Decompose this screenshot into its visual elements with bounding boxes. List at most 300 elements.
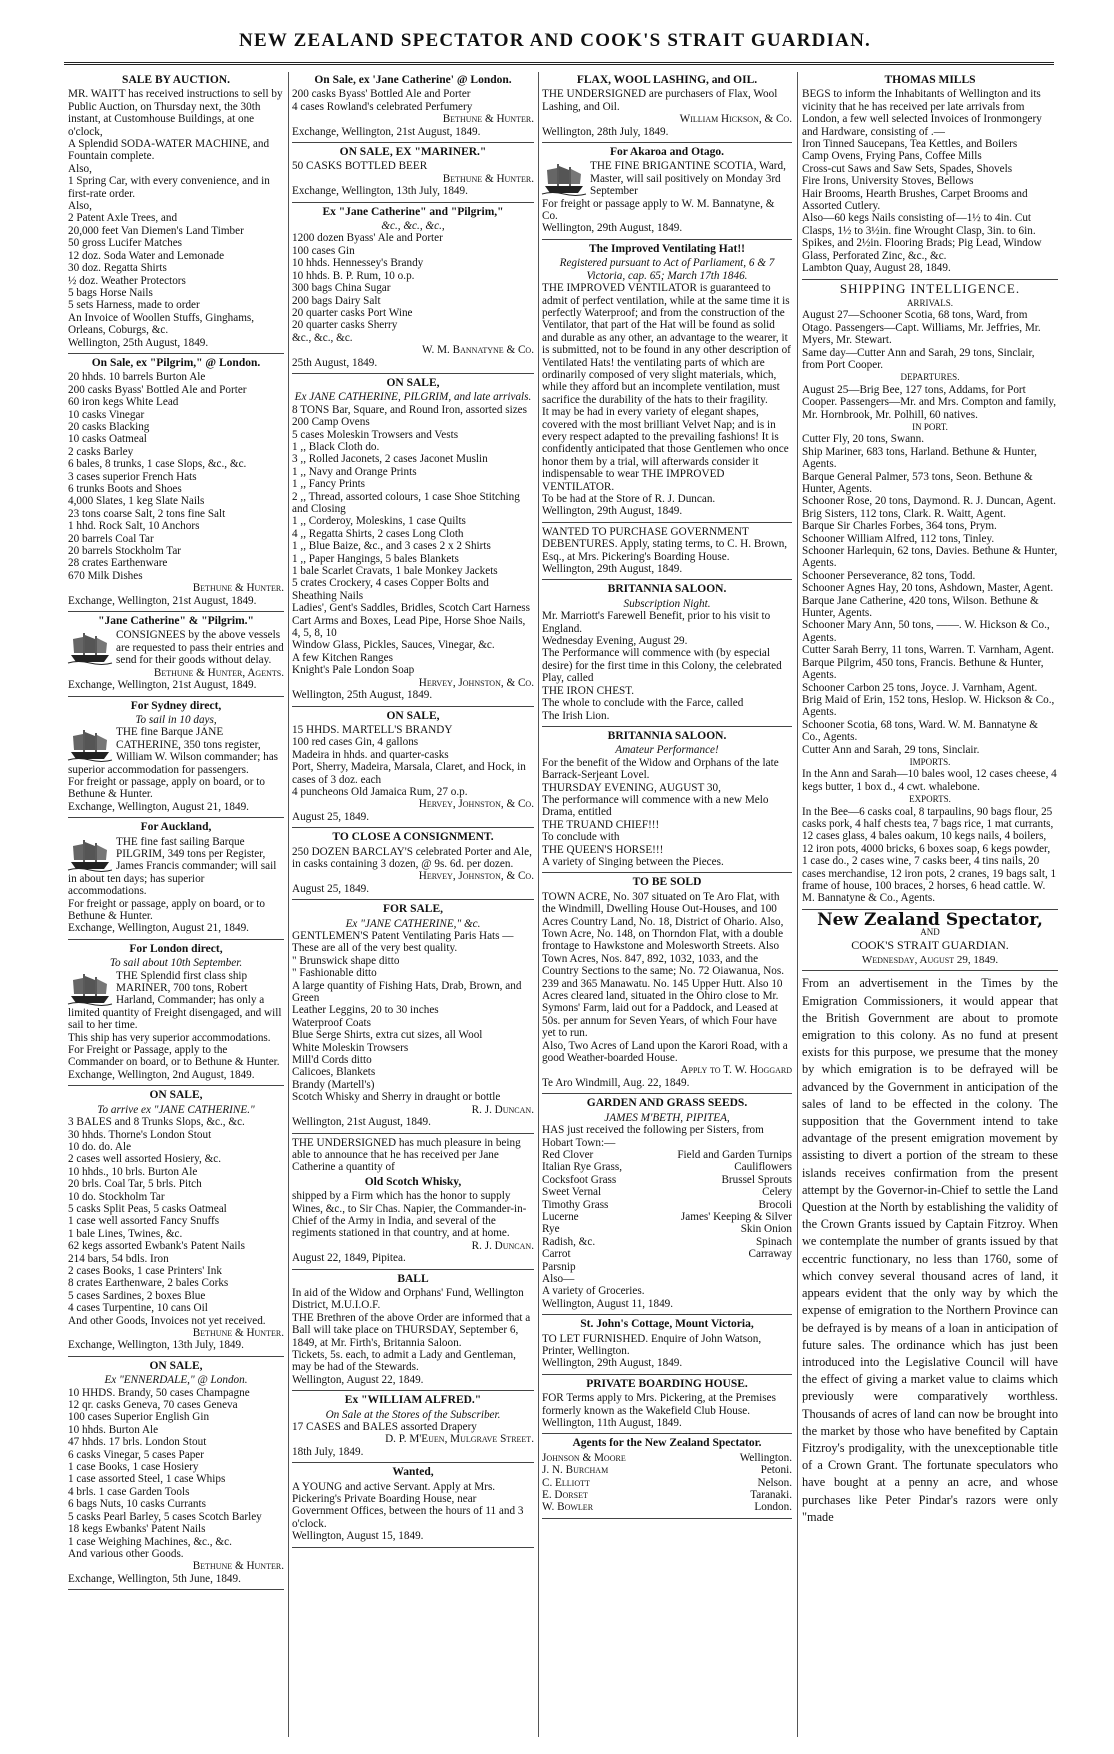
agent-row — [542, 1489, 792, 1501]
ad-title: Agents for the New Zealand Spectator. — [572, 1437, 762, 1450]
ad-line: HAS just received the following per Sisters, from Hobart Town:— — [542, 1124, 767, 1149]
ship-woodcut-icon — [542, 160, 586, 196]
ad-section — [542, 1378, 792, 1435]
ad-line: 1 ,, Black Cloth do. — [292, 440, 380, 453]
ad-line: Also, — [68, 200, 92, 213]
ad-section — [292, 1466, 534, 1547]
ad-line: GENTLEMEN'S Patent Ventilating Paris Hats — These are all of the very best quality. — [292, 930, 517, 955]
ad-line: Bethune & Hunter. — [442, 172, 534, 185]
ad-thomas-mills — [802, 74, 1058, 280]
ad-line: 30 doz. Regatta Shirts — [68, 262, 167, 275]
ad-subtitle: &c., &c., &c., — [381, 220, 445, 233]
ad-line: Bethune & Hunter. — [442, 113, 534, 126]
column-4 — [802, 72, 1058, 1737]
ad-line: 200 Camp Ovens — [292, 416, 370, 429]
ad-line: 1 ,, Navy and Orange Prints — [292, 465, 417, 478]
ad-line: 100 cases Gin — [292, 244, 355, 257]
ship-woodcut-icon — [68, 970, 112, 1006]
list-line: Schooner William Alfred, 112 tons, Tinley. — [802, 532, 995, 545]
ad-line: Wellington, 11th August, 1849. — [542, 1417, 682, 1430]
ad-line: Hervey, Johnston, & Co. — [418, 870, 534, 883]
ad-line: THE Splendid first class ship MARINER, 700 tons, Robert Harland, Commander; has only a limited quantity of Freight disengaged, and will sail to her time. — [68, 969, 285, 1032]
list-line: Schooner Perseverance, 82 tons, Todd. — [802, 569, 976, 582]
ad-line: An Invoice of Woollen Stuffs, Ginghams, Orleans, Coburgs, &c. — [68, 311, 257, 337]
list-line: Camp Ovens, Frying Pans, Coffee Mills — [802, 150, 982, 163]
ad-line: WANTED TO PURCHASE GOVERNMENT DEBENTURES. Apply, stating terms, to C. H. Brown, Esq., at Mrs. Pickering's Boarding House. — [542, 525, 790, 563]
ad-line: Exchange, Wellington, 2nd August, 1849. — [68, 1068, 255, 1081]
editorial-text: From an advertisement in the Times by the Emigration Commissioners, it would appear that the British Government are about to promote emigration to this colony. As no fund at present exists for this purpose, we presume that the money by which emigration is to be defrayed will be advanced by the Government in anticipation of the sales of land to be effected in the colony. The supposition that the Government intend to take advantage of the present emigration movement by assisting to divert a portion of the stream to these islands receives confirmation from the present attempt by the Governor-in-Chief to settle the Land Question at the North by establishing the validity of the Crown Grants issued by Captain Fitzroy. When we contemplate the number of grants issued by that eccentric functionary, no less than 1760, some of which convey several thousand acres of land, it appears evident that the only way by which the expense of emigration to the Northern Province can be defrayed is by means of a loan in anticipation of future sales. The ordinance which has just been introduced into the Legislative Council will have the effect of giving a market value to claims which previously were comparatively worthless. Thousands of acres of land can now be brought into the market by those who have benefited by Captain Fitzroy's prodigality, with the unexceptionable title of a Crown Grant. The fortunate speculators who have bought at a penny an acre, and whose purchases like Peter Pindar's razors were only "made — [802, 976, 1058, 1524]
ad-line: Hervey, Johnston, & Co. — [418, 676, 534, 689]
ad-line: Wellington, 29th August, 1849. — [542, 222, 683, 235]
seed-left: Radish, &c. — [542, 1235, 596, 1248]
ad-line: 20 barrels Stockholm Tar — [68, 545, 182, 558]
list-line: Barque Jane Catherine, 420 tons, Wilson. Bethune & Hunter, Agents. — [802, 594, 1042, 620]
ad-title: "Jane Catherine" & "Pilgrim." — [98, 615, 254, 628]
ad-line: 6 trunks Boots and Shoes — [68, 483, 182, 495]
seed-left: Rye — [542, 1223, 560, 1236]
ad-title: GARDEN AND GRASS SEEDS. — [586, 1097, 748, 1110]
editorial-masthead: New Zealand Spectator, — [817, 909, 1043, 930]
column-divider — [288, 72, 289, 1737]
ad-line: 6 bags Nuts, 10 casks Currants — [68, 1498, 206, 1511]
seed-right: Brocoli — [758, 1198, 792, 1211]
ad-line: 214 bars, 54 bdls. Iron — [68, 1252, 169, 1265]
ad-line: Exchange, Wellington, 21st August, 1849. — [292, 125, 481, 138]
inport-heading: IN PORT. — [912, 421, 948, 432]
ad-line: Exchange, Wellington, 21st August, 1849. — [68, 679, 257, 692]
seed-left: Cocksfoot Grass — [542, 1173, 617, 1186]
ad-line: Window Glass, Pickles, Sauces, Vinegar, &c. — [292, 639, 495, 652]
ad-line: Also, — [68, 162, 92, 175]
ad-line: Madeira in hhds. and quarter-casks — [292, 748, 449, 761]
ad-line: 3 ,, Rolled Jaconets, 2 cases Jaconet Muslin — [292, 453, 488, 466]
ad-line: 5 casks Split Peas, 5 casks Oatmeal — [68, 1202, 227, 1215]
ad-line: 20 barrels Coal Tar — [68, 532, 154, 545]
ad-subtitle: Ex "JANE CATHERINE," &c. — [345, 917, 481, 930]
seed-row — [542, 1211, 792, 1223]
list-line: August 27—Schooner Scotia, 68 tons, Ward, from Otago. Passengers—Capt. Williams, Mr. Jeffries, Mr. Myers, Mr. Stewart. — [802, 309, 1044, 347]
ad-line: 100 red cases Gin, 4 gallons — [292, 736, 419, 749]
ad-title: SALE BY AUCTION. — [122, 74, 230, 86]
ad-section — [292, 377, 534, 707]
ad-subtitle: JAMES M'BETH, PIPITEA, — [604, 1111, 730, 1124]
agent-row — [542, 1477, 792, 1489]
ad-line: Calicoes, Blankets — [292, 1066, 376, 1079]
ad-line: White Moleskin Trowsers — [292, 1041, 409, 1054]
ad-line: 17 CASES and BALES assorted Drapery — [292, 1421, 477, 1434]
ad-line: Wellington, August 15, 1849. — [292, 1530, 424, 1543]
ad-section — [68, 821, 284, 940]
ad-line: 1 ,, Corderoy, Moleskins, 1 case Quilts — [292, 515, 466, 528]
ad-section — [292, 710, 534, 829]
agent-name: Johnson & Moore — [542, 1451, 626, 1464]
seed-right: Cauliflowers — [734, 1161, 792, 1174]
list-line: Schooner Harlequin, 62 tons, Davies. Bethune & Hunter, Agents. — [802, 545, 1060, 570]
ad-line: And various other Goods. — [68, 1547, 184, 1560]
seed-right: Carraway — [748, 1248, 792, 1261]
ad-line: In aid of the Widow and Orphans' Fund, Wellington District, M.U.I.O.F. — [292, 1286, 527, 1312]
departures-heading: DEPARTURES. — [900, 372, 960, 383]
ad-line: For freight or passage, apply on board, or to Bethune & Hunter. — [68, 897, 268, 922]
ad-line: &c., &c., &c. — [292, 331, 353, 344]
ad-section — [292, 1394, 534, 1463]
ad-line: William Hickson, & Co. — [679, 113, 792, 126]
ad-line: Also— — [542, 1272, 575, 1285]
ad-line: Exchange, Wellington, 13th July, 1849. — [292, 185, 468, 198]
ad-section — [542, 74, 792, 143]
ad-title: For Akaroa and Otago. — [610, 146, 724, 159]
ad-line: 1 case Books, 1 case Hosiery — [68, 1461, 199, 1474]
imports-heading: IMPORTS. — [909, 756, 951, 767]
ad-line: THE UNDERSIGNED has much pleasure in being able to announce that he has received per Jane Catherine a quantity of — [292, 1136, 524, 1174]
ship-woodcut-icon — [68, 726, 112, 762]
ad-line: THE TRUAND CHIEF!!! — [542, 818, 660, 831]
seed-row — [542, 1149, 792, 1161]
ad-line: Bethune & Hunter. — [192, 582, 284, 595]
ad-line: Exchange, Wellington, 13th July, 1849. — [68, 1339, 244, 1352]
seed-left: Lucerne — [542, 1210, 579, 1223]
ad-line: For the benefit of the Widow and Orphans of the late Barrack-Serjeant Lovel. — [542, 756, 782, 782]
seed-row — [542, 1236, 792, 1248]
ad-subtitle: To sail about 10th September. — [109, 957, 243, 970]
agent-row — [542, 1501, 792, 1513]
ad-line: 1 Spring Car, with every convenience, and in first-rate order. — [68, 175, 273, 200]
seed-row — [542, 1248, 792, 1260]
ad-line: Exchange, Wellington, August 21, 1849. — [68, 922, 249, 935]
ad-line: 200 bags Dairy Salt — [292, 294, 381, 307]
list-line: In the Ann and Sarah—10 bales wool, 12 cases cheese, 4 kegs butter, 1 box d., 4 cwt. whalebone. — [802, 768, 1060, 793]
ad-section — [542, 730, 792, 873]
masthead: NEW ZEALAND SPECTATOR AND COOK'S STRAIT GUARDIAN. — [239, 30, 871, 51]
imports-list — [802, 768, 1058, 793]
ad-line: Wellington, 28th July, 1849. — [542, 125, 669, 138]
ad-line: Wellington, 21st August, 1849. — [292, 1116, 431, 1129]
ad-section — [68, 943, 284, 1086]
ad-title: ON SALE, — [149, 1359, 203, 1372]
ad-line: 25th August, 1849. — [292, 356, 378, 369]
ad-line: Wellington, 25th August, 1849. — [68, 336, 209, 349]
ad-line: Wellington, August 11, 1849. — [542, 1297, 674, 1310]
ad-line: This ship has very superior accommodations. For Freight or Passage, apply to the Commander on board, or to Bethune & Hunter. — [68, 1031, 280, 1069]
ad-subtitle: On Sale at the Stores of the Subscriber. — [325, 1408, 501, 1421]
ad-line: 2 ,, Thread, assorted colours, 1 case Shoe Stitching and Closing — [292, 490, 523, 515]
ad-line: 670 Milk Dishes — [68, 569, 143, 582]
ad-line: 8 TONS Bar, Square, and Round Iron, assorted sizes — [292, 403, 527, 416]
ad-line: TO LET FURNISHED. Enquire of John Watson, Printer, Wellington. — [542, 1332, 764, 1357]
ad-line: 62 kegs assorted Ewbank's Patent Nails — [68, 1240, 245, 1253]
ad-line: Exchange, Wellington, 5th June, 1849. — [68, 1572, 241, 1585]
ad-line: Te Aro Windmill, Aug. 22, 1849. — [542, 1076, 690, 1089]
ad-section — [542, 526, 792, 581]
ad-line: 2 cases Books, 1 case Printers' Ink — [68, 1264, 222, 1277]
ad-line: 30 hhds. Thorne's London Stout — [68, 1128, 212, 1141]
ad-title: BALL — [397, 1272, 429, 1285]
agent-place: Wellington. — [739, 1451, 792, 1464]
list-line: Schooner Carbon 25 tons, Joyce. J. Varnham, Agent. — [802, 681, 1038, 694]
agent-name: C. Elliott — [542, 1476, 590, 1489]
column-3 — [542, 72, 792, 1737]
seed-left: Parsnip — [542, 1260, 576, 1273]
seed-row — [542, 1261, 792, 1273]
editorial-and: AND — [920, 927, 940, 938]
ad-line: A large quantity of Fishing Hats, Drab, Brown, and Green — [292, 979, 525, 1005]
ad-line: 15 HHDS. MARTELL'S BRANDY — [292, 723, 453, 736]
ad-title: Ex "Jane Catherine" and "Pilgrim," — [322, 205, 504, 218]
ad-title: St. John's Cottage, Mount Victoria, — [580, 1318, 754, 1331]
ad-section — [68, 615, 287, 696]
ship-woodcut-icon — [68, 629, 112, 665]
seed-left: Italian Rye Grass, — [542, 1161, 623, 1174]
ad-line: " Brunswick shape ditto — [292, 954, 400, 967]
ad-line: 10 hhds. B. P. Rum, 10 o.p. — [292, 269, 415, 282]
ad-line: FOR Terms apply to Mrs. Pickering, at the Premises formerly known as the Wakefield Club House. — [542, 1392, 779, 1417]
ad-section — [292, 74, 534, 143]
ad-line: 5 casks Pearl Barley, 5 cases Scotch Barley — [68, 1510, 262, 1523]
seed-right: Spinach — [755, 1235, 792, 1248]
column-1 — [68, 72, 287, 1737]
departures-list — [802, 384, 1058, 421]
ad-line: 20 quarter casks Sherry — [292, 319, 398, 332]
ad-section — [542, 146, 792, 240]
ad-line: 10 do. Stockholm Tar — [68, 1190, 165, 1203]
agent-place: Nelson. — [757, 1476, 792, 1489]
ad-line: 1 ,, Blue Baize, &c., and 3 cases 2 x 2 Shirts — [292, 540, 491, 553]
seed-right: Skin Onion — [740, 1223, 792, 1236]
ad-line: 50 gross Lucifer Matches — [68, 237, 183, 250]
ad-line: Apply to T. W. Hoggard — [680, 1064, 792, 1077]
ad-line: THE IMPROVED VENTILATOR is guaranteed to admit of perfect ventilation, while at the same time it is perfectly Waterproof; and from the construction of the Ventilator, that part of the Hat will be found as solid and durable as any other, an advantage to the wearer, it is submitted, not to be found in any other description of Ventilated Hats! the ventilating parts of which are ordinarily composed of very slight materials, which, while they afford but an incomplete ventilation, must sacrifice the durability of the hats to their fragility. — [542, 282, 794, 406]
list-line: Barque Sir Charles Forbes, 364 tons, Prym. — [802, 520, 997, 533]
exports-list — [802, 806, 1058, 905]
ad-line: 6 bales, 8 trunks, 1 case Slops, &c., &c. — [68, 458, 247, 471]
agent-place: London. — [754, 1501, 792, 1514]
list-line: Cutter Sarah Berry, 11 tons, Warren. T. Varnham, Agent. — [802, 644, 1054, 657]
ad-line: Tickets, 5s. each, to admit a Lady and Gentleman, may be had of the Stewards. — [292, 1349, 519, 1374]
ad-line: The performance will commence with a new Melo Drama, entitled — [542, 793, 772, 819]
list-line: Cutter Ann and Sarah, 29 tons, Sinclair. — [802, 743, 980, 756]
seed-right: Field and Garden Turnips — [677, 1148, 792, 1161]
ad-line: 2 cases well assorted Hosiery, &c. — [68, 1153, 222, 1166]
exports-heading: EXPORTS. — [909, 794, 951, 805]
ad-line: THE UNDERSIGNED are purchasers of Flax, Wool Lashing, and Oil. — [542, 88, 781, 113]
ad-line: Bethune & Hunter, Agents. — [153, 666, 284, 679]
ad-line: 1 bale Lines, Twines, &c. — [68, 1227, 183, 1240]
ad-section — [68, 74, 284, 354]
ad-line: A variety of Groceries. — [542, 1285, 645, 1298]
ad-line: To conclude with — [542, 831, 620, 844]
ad-line: THE fine fast sailing Barque PILGRIM, 349 tons per Register, James Francis commander; will sail in about ten days; has superior accommodations. — [68, 835, 280, 898]
ad-line: CONSIGNEES by the above vessels are requested to pass their entries and send for their goods without delay. — [116, 629, 287, 667]
ad-title: ON SALE, — [386, 376, 440, 389]
list-line: Brig Maid of Erin, 152 tons, Heslop. W. Hickson & Co., Agents. — [802, 693, 1057, 719]
agent-row — [542, 1452, 792, 1464]
ad-line: 1200 dozen Byass' Ale and Porter — [292, 232, 443, 245]
column-divider — [797, 72, 798, 1737]
ad-line: R. J. Duncan. — [471, 1239, 534, 1252]
list-line: Fire Irons, University Stoves, Bellows — [802, 175, 974, 188]
ad-line: 10 HHDS. Brandy, 50 cases Champagne — [68, 1386, 250, 1399]
ad-line: 4 brls. 1 case Garden Tools — [68, 1485, 190, 1498]
ad-line: To be had at the Store of R. J. Duncan. — [542, 493, 716, 505]
ad-title: Ex "WILLIAM ALFRED." — [344, 1394, 482, 1407]
ad-line: 1 case Weighing Machines, &c., &c. — [68, 1535, 232, 1548]
ad-section — [292, 206, 534, 374]
ad-line: 1 ,, Paper Hangings, 5 bales Blankets — [292, 552, 459, 565]
shipping-title: SHIPPING INTELLIGENCE. — [839, 280, 1021, 296]
ad-title: ON SALE, EX "MARINER." — [339, 146, 487, 159]
ad-line: 200 casks Byass' Bottled Ale and Porter — [292, 88, 471, 101]
ad-line: 5 bags Horse Nails — [68, 286, 153, 299]
ad-title: FLAX, WOOL LASHING, and OIL. — [576, 74, 758, 86]
ad-title: Wanted, — [392, 1466, 434, 1479]
ad-section — [68, 357, 284, 612]
ad-section — [68, 700, 284, 819]
ad-line: 200 casks Byass' Bottled Ale and Porter — [68, 383, 247, 396]
ad-line: Cart Arms and Boxes, Lead Pipe, Horse Shoe Nails, 4, 5, 8, 10 — [292, 614, 529, 640]
ad-title: ON SALE, — [386, 709, 440, 722]
ad-line: 10 casks Vinegar — [68, 408, 145, 421]
ad-line: ½ doz. Weather Protectors — [68, 274, 186, 287]
ad-line: 60 iron kegs White Lead — [68, 396, 179, 409]
ad-section — [542, 1437, 792, 1518]
ad-section — [292, 146, 534, 203]
ad-line: D. P. M'Euen, Mulgrave Street. — [385, 1433, 534, 1446]
ad-line: 3 BALES and 8 Trunks Slops, &c., &c. — [68, 1116, 245, 1129]
ad-line: 4 ,, Regatta Shirts, 2 cases Long Cloth — [292, 527, 464, 540]
ad-line: 5 sets Harness, made to order — [68, 299, 200, 312]
list-line: Barque General Palmer, 573 tons, Seon. Bethune & Hunter, Agents. — [802, 470, 1036, 495]
column-2 — [292, 72, 534, 1737]
ad-title: BRITANNIA SALOON. — [607, 729, 727, 742]
ad-line: The whole to conclude with the Farce, called — [542, 697, 744, 710]
ad-title: For London direct, — [129, 942, 223, 955]
list-line: Schooner Rose, 20 tons, Daymond. R. J. Duncan, Agent. — [802, 495, 1056, 508]
ad-line: 10 do. do. Ale — [68, 1140, 132, 1153]
ad-line: 4 puncheons Old Jamaica Rum, 27 o.p. — [292, 785, 468, 798]
ad-line: 4 cases Rowland's celebrated Perfumery — [292, 100, 473, 113]
ad-line: THE Brethren of the above Order are informed that a Ball will take place on THURSDAY, September 6, 1849, at Mr. Firth's, Britannia Saloon. — [292, 1311, 534, 1349]
ad-title: For Sydney direct, — [130, 699, 222, 712]
column-divider — [538, 72, 539, 1737]
ad-line: Leather Leggins, 20 to 30 inches — [292, 1004, 439, 1017]
ad-title: On Sale, ex "Pilgrim," @ London. — [91, 356, 261, 369]
ad-line: A few Kitchen Ranges — [292, 651, 393, 664]
seed-left: Red Clover — [542, 1148, 594, 1161]
ship-woodcut-icon — [68, 836, 112, 872]
ad-line: 23 tons coarse Salt, 2 tons fine Salt — [68, 507, 226, 520]
ad-line: Port, Sherry, Madeira, Marsala, Claret, and Hock, in cases of 3 doz. each — [292, 761, 529, 786]
arrivals-heading: ARRIVALS. — [906, 297, 954, 308]
seed-row — [542, 1161, 792, 1173]
ad-line: 10 hhds. Burton Ale — [68, 1423, 159, 1436]
seed-row — [542, 1174, 792, 1186]
seed-row — [542, 1186, 792, 1198]
list-line: Cross-cut Saws and Saw Sets, Spades, Shovels — [802, 162, 1013, 175]
agent-name: J. N. Burcham — [542, 1464, 609, 1477]
editorial — [802, 909, 1058, 1526]
list-line: Also—60 kegs Nails consisting of—1½ to 4in. Cut Clasps, 1½ to 3½in. fine Wrought Clasp, 3in. to 6in. Spikes, and 2½in. Flooring Brads; Pig Lead, Window Glass, Perforated Zinc, &c., &c. — [802, 212, 1045, 262]
ad-title: The Improved Ventilating Hat!! — [588, 242, 745, 255]
ad-line: " Fashionable ditto — [292, 967, 377, 980]
ad-line: THURSDAY EVENING, AUGUST 30, — [542, 781, 721, 794]
ad-line: Mr. Marriott's Farewell Benefit, prior to his visit to England. — [542, 610, 774, 635]
ad-section — [292, 903, 534, 1133]
ad-body — [802, 88, 1058, 274]
ad-section — [292, 1137, 534, 1270]
ad-line: Bethune & Hunter. — [192, 1327, 284, 1339]
masthead-rule — [64, 62, 1054, 65]
list-line: BEGS to inform the Inhabitants of Wellington and its vicinity that he has received per late arrivals from London, a few well selected Invoices of Ironmongery and Hardware, consisting of .— — [802, 88, 1045, 138]
ad-line: Also, Two Acres of Land upon the Karori Road, with a good Weather-boarded House. — [542, 1039, 791, 1065]
ad-title: ON SALE, — [149, 1089, 203, 1102]
ad-line: Blue Serge Shirts, extra cut sizes, all Wool — [292, 1029, 483, 1042]
ad-line: THE fine Barque JANE CATHERINE, 350 tons register, William W. Wilson commander; has superior accommodation for passengers. — [68, 726, 281, 776]
ad-line: 3 cases superior French Hats — [68, 470, 197, 483]
ad-line: August 22, 1849, Pipitea. — [292, 1252, 406, 1265]
ad-title: THOMAS MILLS — [884, 74, 976, 86]
seed-left: Timothy Grass — [542, 1198, 609, 1211]
ad-line: It may be had in every variety of elegant shapes, covered with the most brilliant Velvet Nap; and is in every respect adapted to the prevailing fashions! It is confidently anticipated that those Gentlemen who once honor them by a trial, will afterwards consider it indispensable to wear THE IMPROVED VENTILATOR. — [542, 406, 792, 493]
list-line: Schooner Scotia, 68 tons, Ward. W. M. Bannatyne & Co., Agents. — [802, 718, 1041, 744]
list-line: Hair Brooms, Hearth Brushes, Carpet Brooms and Assorted Cutlery. — [802, 187, 1030, 213]
ad-highlight: Old Scotch Whisky, — [364, 1175, 462, 1188]
ad-line: 20 casks Blacking — [68, 420, 150, 433]
arrivals-list — [802, 309, 1058, 371]
ad-title: For Auckland, — [140, 821, 212, 834]
ad-line: 8 crates Earthenware, 2 bales Corks — [68, 1277, 229, 1290]
seed-right: Brussel Sprouts — [721, 1173, 792, 1186]
ad-title: On Sale, ex 'Jane Catherine' @ London. — [314, 74, 512, 86]
ad-subtitle: To arrive ex "JANE CATHERINE." — [97, 1103, 255, 1116]
ad-subtitle: Registered pursuant to Act of Parliament, 6 & 7 Victoria, cap. 65; March 17th 1846. — [559, 257, 775, 282]
seed-row — [542, 1223, 792, 1235]
agent-place: Petoni. — [760, 1464, 792, 1477]
ad-line: 12 doz. Soda Water and Lemonade — [68, 249, 225, 262]
list-line: Iron Tinned Saucepans, Tea Kettles, and Boilers — [802, 138, 1018, 151]
seed-left: Carrot — [542, 1248, 571, 1261]
ad-line: 1 ,, Fancy Prints — [292, 478, 366, 491]
ad-line: THE QUEEN'S HORSE!!! — [542, 843, 664, 856]
agent-name: E. Dorset — [542, 1489, 588, 1502]
list-line: Schooner Agnes Hay, 20 tons, Ashdown, Master, Agent. — [802, 582, 1054, 595]
ad-line: shipped by a Firm which has the honor to supply Wines, &c., to Sir Chas. Napier, the Commander-in-Chief of the Army in India, and several of the regiments stationed in that country, and at home. — [292, 1190, 527, 1240]
ad-line: 10 hhds., 10 brls. Burton Ale — [68, 1165, 198, 1178]
ad-line: 100 cases Superior English Gin — [68, 1411, 210, 1424]
ad-line: Hervey, Johnston, & Co. — [418, 798, 534, 811]
ad-line: The Performance will commence with (by especial desire) for the first time in this Colony, the celebrated Play, called — [542, 647, 785, 685]
ad-section — [542, 876, 792, 1094]
ad-subtitle: To sail in 10 days, — [135, 713, 217, 726]
ad-subtitle: Amateur Performance! — [615, 744, 719, 757]
ad-section — [68, 1360, 284, 1590]
ad-line: W. M. Bannatyne & Co. — [421, 344, 534, 357]
shipping-intelligence — [802, 280, 1060, 910]
list-line: In the Bee—6 casks coal, 8 tarpaulins, 90 bags flour, 25 casks pork, 4 half chests tea, 7 bags rice, 1 mat currants, 12 cases glass, 4 bales oakum, 10 kegs nails, 4 boilers, 12 iron pots, 4000 bricks, 6 boxes soap, 6 kegs powder, 1 case do., 2 cases wine, 7 casks beer, 4 tins nails, 20 cases merchandise, 12 iron pots, 2 cranes, 19 bags salt, 1 frame of house, 100 braces, 2 horses, 6 head cattle. W. M. Bannatyne & Co., Agents. — [802, 805, 1059, 905]
ad-section — [542, 243, 792, 523]
ad-line: For freight or passage, apply on board, or to Bethune & Hunter. — [68, 775, 268, 801]
ad-line: August 25, 1849. — [292, 882, 370, 895]
editorial-date: Wednesday, August 29, 1849. — [802, 954, 1058, 971]
list-line: Same day—Cutter Ann and Sarah, 29 tons, Sinclair, from Port Cooper. — [802, 346, 1038, 371]
list-line: Schooner Mary Ann, 50 tons, ——. W. Hickson & Co., Agents. — [802, 619, 1052, 644]
ad-section — [292, 831, 534, 900]
ad-line: 5 crates Crockery, 4 cases Copper Bolts and Sheathing Nails — [292, 577, 492, 602]
ad-line: 20 hhds. 10 barrels Burton Ale — [68, 371, 206, 384]
ad-line: Waterproof Coats — [292, 1016, 371, 1029]
seed-right: Celery — [762, 1186, 792, 1199]
agent-name: W. Bowler — [542, 1501, 594, 1514]
ad-line: Ladies', Gent's Saddles, Bridles, Scotch Cart Harness — [292, 602, 530, 615]
